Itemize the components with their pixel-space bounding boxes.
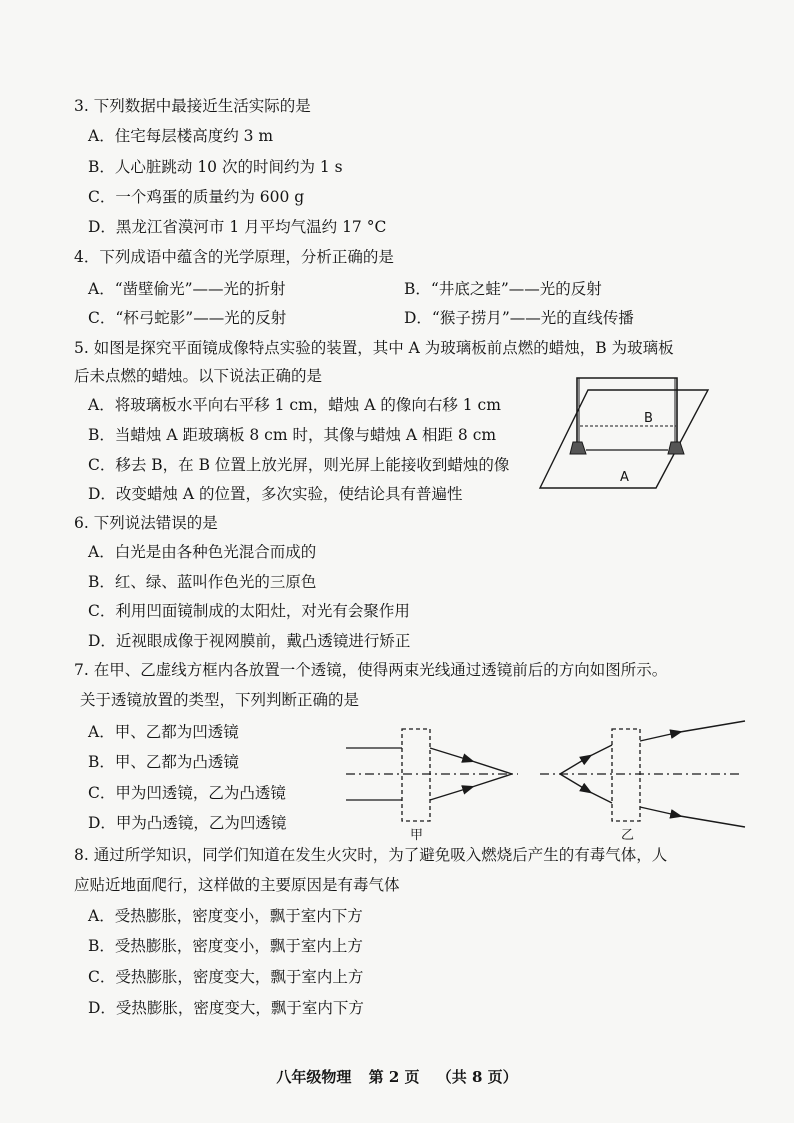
- question-4-option-b: B．“井底之蛙”——光的反射: [404, 280, 602, 298]
- question-4-stem: 4．下列成语中蕴含的光学原理，分析正确的是: [74, 248, 394, 266]
- question-4-option-c: C．“杯弓蛇影”——光的反射: [88, 309, 287, 327]
- question-6-option-a: A．白光是由各种色光混合而成的: [88, 543, 317, 561]
- label-yi: 乙: [621, 828, 635, 843]
- question-3-option-a: A．住宅每层楼高度约 3 m: [88, 127, 274, 145]
- question-7-stem: 7. 在甲、乙虚线方框内各放置一个透镜，使得两束光线通过透镜前后的方向如图所示。: [74, 661, 668, 679]
- footer-total-pages: （共 8 页）: [436, 1068, 518, 1086]
- question-8-stem: 8. 通过所学知识，同学们知道在发生火灾时，为了避免吸入燃烧后产生的有毒气体，人: [74, 846, 668, 864]
- question-3-option-b: B．人心脏跳动 10 次的时间约为 1 s: [88, 158, 343, 176]
- question-6-option-b: B．红、绿、蓝叫作色光的三原色: [88, 573, 317, 591]
- question-3-option-d: D．黑龙江省漠河市 1 月平均气温约 17 °C: [88, 218, 387, 236]
- footer-page-number: 第 2 页: [368, 1068, 420, 1086]
- right-stand: [668, 442, 684, 454]
- question-7-option-b: B．甲、乙都为凸透镜: [88, 753, 239, 771]
- question-5-stem: 5. 如图是探究平面镜成像特点实验的装置，其中 A 为玻璃板前点燃的蜡烛，B 为玻璃板: [74, 339, 674, 357]
- box-yi: [612, 729, 640, 821]
- question-4-option-d: D．“猴子捞月”——光的直线传播: [404, 309, 634, 327]
- page-footer: [0, 1066, 794, 1087]
- question-8-option-a: A．受热膨胀，密度变小，飘于室内下方: [88, 907, 363, 925]
- question-6-stem: 6. 下列说法错误的是: [74, 514, 218, 532]
- question-4-option-a: A．“凿壁偷光”——光的折射: [88, 280, 286, 298]
- question-8-option-d: D．受热膨胀，密度变大，飘于室内下方: [88, 999, 364, 1017]
- question-5-option-c: C．移去 B，在 B 位置上放光屏，则光屏上能接收到蜡烛的像: [88, 456, 510, 474]
- question-3-option-c: C．一个鸡蛋的质量约为 600 g: [88, 188, 305, 206]
- label-jia: 甲: [410, 828, 424, 843]
- question-5-option-d: D．改变蜡烛 A 的位置，多次实验，使结论具有普遍性: [88, 485, 463, 503]
- question-8-option-b: B．受热膨胀，密度变小，飘于室内上方: [88, 937, 363, 955]
- question-8-stem-continued: 应贴近地面爬行，这样做的主要原因是有毒气体: [74, 876, 400, 894]
- question-5-option-b: B．当蜡烛 A 距玻璃板 8 cm 时，其像与蜡烛 A 相距 8 cm: [88, 426, 497, 444]
- label-b: B: [644, 411, 653, 426]
- plane-mirror-figure: [540, 370, 710, 495]
- label-a: A: [620, 470, 629, 485]
- question-7-option-d: D．甲为凸透镜，乙为凹透镜: [88, 814, 287, 832]
- question-8-option-c: C．受热膨胀，密度变大，飘于室内上方: [88, 968, 364, 986]
- question-5-stem-continued: 后未点燃的蜡烛。以下说法正确的是: [74, 367, 323, 385]
- question-6-option-d: D．近视眼成像于视网膜前，戴凸透镜进行矫正: [88, 632, 411, 650]
- lens-figure: [340, 715, 750, 845]
- left-stand: [570, 442, 586, 454]
- question-3-stem: 3. 下列数据中最接近生活实际的是: [74, 97, 311, 115]
- footer-subject: 八年级物理: [276, 1068, 352, 1086]
- question-7-option-a: A．甲、乙都为凹透镜: [88, 723, 239, 741]
- box-jia: [402, 729, 430, 821]
- question-7-stem-continued: 关于透镜放置的类型，下列判断正确的是: [80, 691, 360, 709]
- question-7-option-c: C．甲为凹透镜，乙为凸透镜: [88, 784, 286, 802]
- question-5-option-a: A．将玻璃板水平向右平移 1 cm，蜡烛 A 的像向右移 1 cm: [88, 396, 501, 414]
- glass-plate: [577, 378, 677, 446]
- question-6-option-c: C．利用凹面镜制成的太阳灶，对光有会聚作用: [88, 602, 410, 620]
